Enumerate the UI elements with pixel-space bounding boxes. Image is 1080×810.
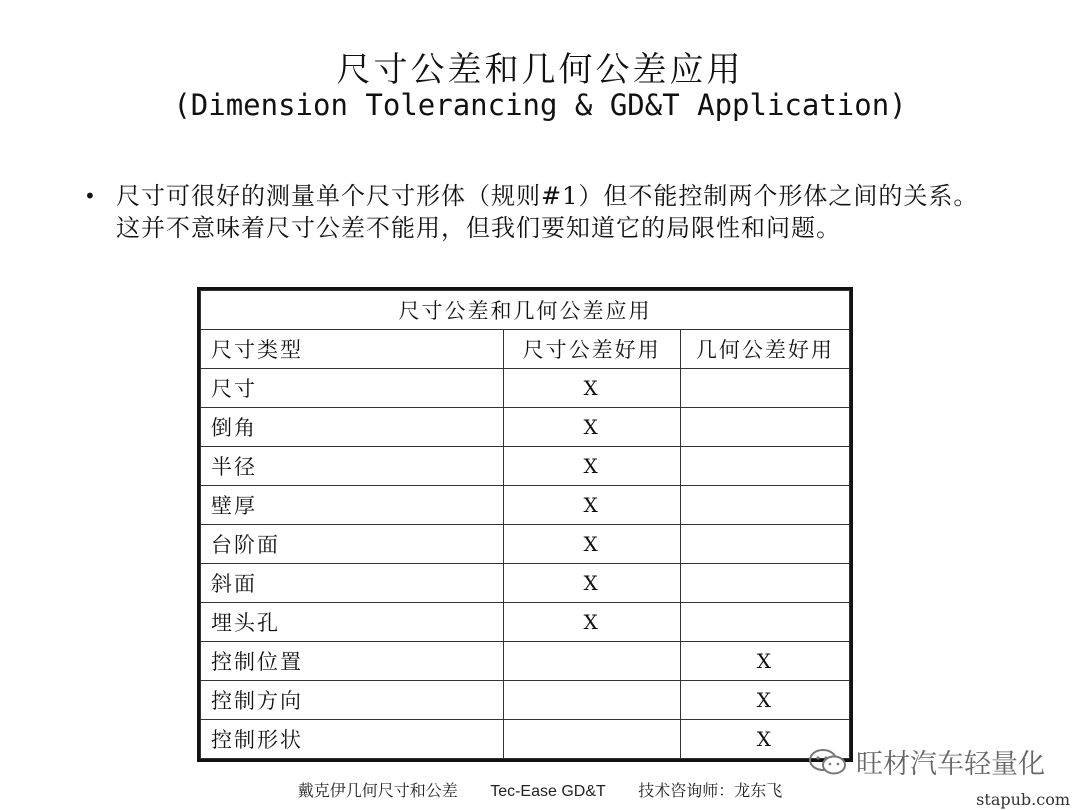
- footer-left: 戴克伊几何尺寸和公差: [297, 783, 458, 800]
- wechat-icon: [808, 747, 848, 777]
- cell-geometric: [680, 525, 849, 564]
- table-row: [201, 408, 850, 447]
- cell-type: 尺寸: [201, 369, 504, 408]
- cell-geometric: X: [680, 720, 849, 759]
- page-title: 尺寸公差和几何公差应用: [336, 50, 744, 90]
- watermark-text: 旺材汽车轻量化: [856, 749, 1045, 780]
- cell-geometric: [680, 369, 849, 408]
- bullet-text: 尺寸可很好的测量单个尺寸形体（规则#1）但不能控制两个形体之间的关系。这并不意味着尺寸公差不能用，但我们要知道它的局限性和问题。: [116, 182, 979, 242]
- cell-dimension: X: [503, 564, 680, 603]
- cell-geometric: [680, 564, 849, 603]
- cell-type: 台阶面: [201, 525, 504, 564]
- cell-type: 控制位置: [201, 642, 504, 681]
- table-row: [201, 603, 850, 642]
- cell-type: 控制方向: [201, 681, 504, 720]
- table-row: [201, 564, 850, 603]
- footer: [0, 778, 1080, 801]
- watermark: [808, 742, 1045, 781]
- cell-type: 半径: [201, 447, 504, 486]
- table-row: [201, 681, 850, 720]
- cell-geometric: X: [680, 681, 849, 720]
- table-row: [201, 720, 850, 759]
- cell-dimension: X: [503, 408, 680, 447]
- table-body: [201, 369, 850, 759]
- cell-dimension: X: [503, 603, 680, 642]
- cell-type: 斜面: [201, 564, 504, 603]
- footer-right: 技术咨询师：龙东飞: [638, 783, 783, 800]
- cell-type: 壁厚: [201, 486, 504, 525]
- cell-dimension: X: [503, 447, 680, 486]
- cell-dimension: X: [503, 369, 680, 408]
- header-dimension: 尺寸公差好用: [503, 330, 680, 369]
- cell-type: 倒角: [201, 408, 504, 447]
- table-row: [201, 447, 850, 486]
- cell-geometric: X: [680, 642, 849, 681]
- cell-dimension: [503, 681, 680, 720]
- site-label: stapub.com: [976, 790, 1070, 809]
- cell-geometric: [680, 447, 849, 486]
- footer-middle: Tec-Ease GD&T: [490, 783, 606, 800]
- cell-type: 控制形状: [201, 720, 504, 759]
- table-row: [201, 486, 850, 525]
- bullet-icon: •: [84, 184, 97, 208]
- cell-dimension: [503, 720, 680, 759]
- table-row: [201, 369, 850, 408]
- cell-dimension: X: [503, 486, 680, 525]
- page-subtitle: (Dimension Tolerancing & GD&T Application): [173, 88, 907, 122]
- cell-dimension: X: [503, 525, 680, 564]
- bullet-item: [84, 180, 994, 244]
- comparison-table: [197, 287, 853, 762]
- cell-geometric: [680, 408, 849, 447]
- table-row: [201, 525, 850, 564]
- cell-geometric: [680, 603, 849, 642]
- table-row: [201, 642, 850, 681]
- header-geometric: 几何公差好用: [680, 330, 849, 369]
- cell-geometric: [680, 486, 849, 525]
- header-type: 尺寸类型: [201, 330, 504, 369]
- table-title: 尺寸公差和几何公差应用: [201, 291, 850, 330]
- cell-dimension: [503, 642, 680, 681]
- cell-type: 埋头孔: [201, 603, 504, 642]
